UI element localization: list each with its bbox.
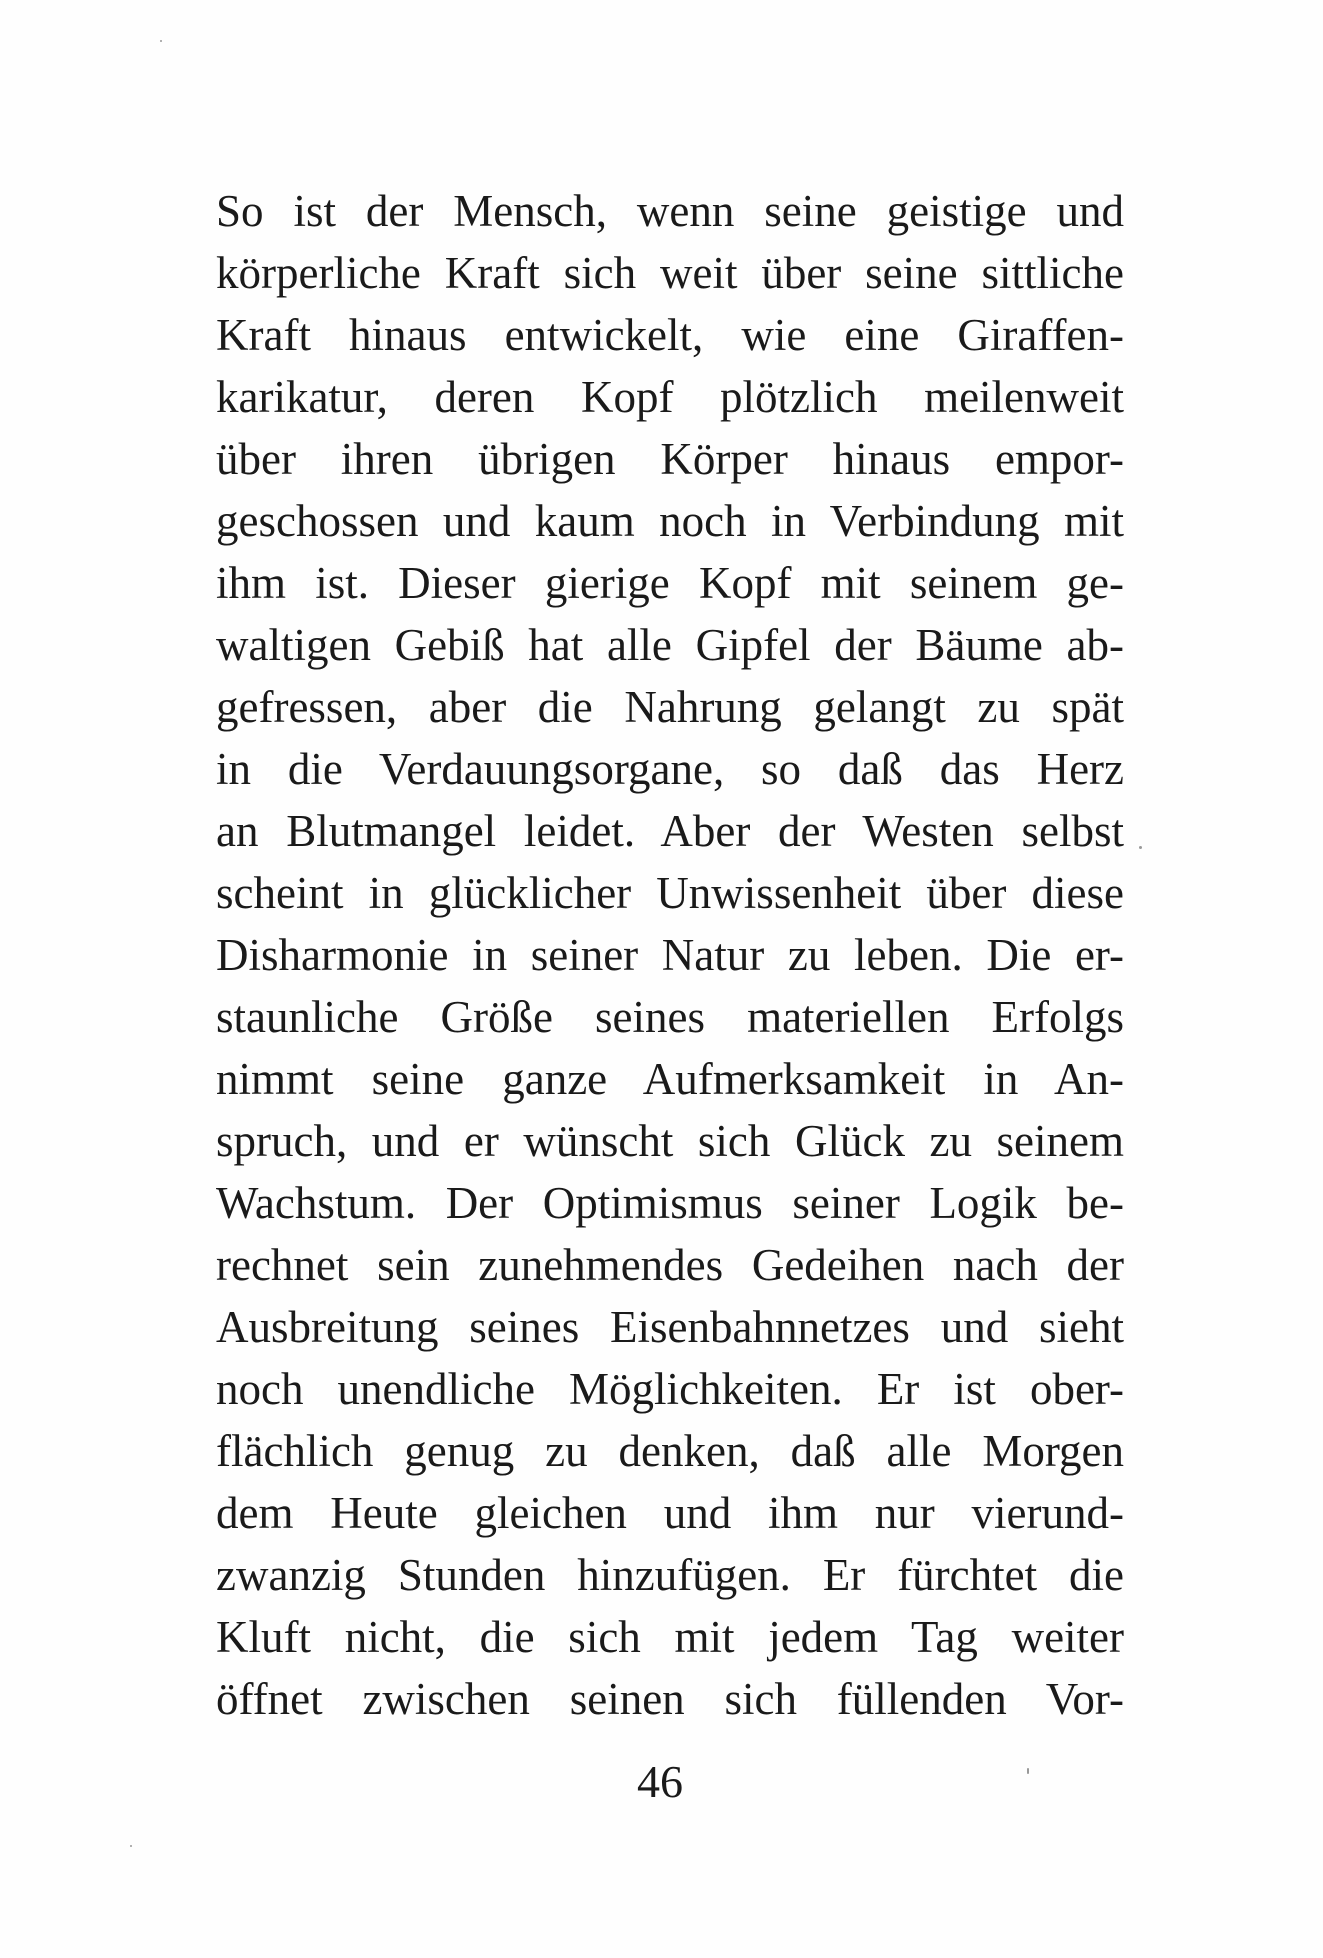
text-line: öffnet zwischen seinen sich füllenden Vor-	[216, 1674, 1124, 1724]
text-line: über ihren übrigen Körper hinaus empor-	[216, 434, 1124, 484]
text-line: Ausbreitung seines Eisenbahnnetzes und sieht	[216, 1302, 1124, 1352]
text-line: nimmt seine ganze Aufmerksamkeit in An-	[216, 1054, 1124, 1104]
text-line: ihm ist. Dieser gierige Kopf mit seinem ge-	[216, 558, 1124, 608]
text-line: geschossen und kaum noch in Verbindung mit	[216, 496, 1124, 546]
text-line: flächlich genug zu denken, daß alle Morgen	[216, 1426, 1124, 1476]
body-text	[216, 180, 1124, 1730]
scan-speck	[160, 40, 162, 42]
text-line: spruch, und er wünscht sich Glück zu seinem	[216, 1116, 1124, 1166]
text-line: scheint in glücklicher Unwissenheit über diese	[216, 868, 1124, 918]
text-line: rechnet sein zunehmendes Gedeihen nach der	[216, 1240, 1124, 1290]
scan-speck	[1139, 846, 1142, 849]
text-line: Wachstum. Der Optimismus seiner Logik be-	[216, 1178, 1124, 1228]
text-line: gefressen, aber die Nahrung gelangt zu spät	[216, 682, 1124, 732]
scan-speck	[130, 1845, 132, 1847]
page-number: 46	[637, 1756, 683, 1807]
text-line: Kluft nicht, die sich mit jedem Tag weiter	[216, 1612, 1124, 1662]
text-line: noch unendliche Möglichkeiten. Er ist ober-	[216, 1364, 1124, 1414]
text-line: körperliche Kraft sich weit über seine sittliche	[216, 248, 1124, 298]
text-line: Disharmonie in seiner Natur zu leben. Die er-	[216, 930, 1124, 980]
text-line: zwanzig Stunden hinzufügen. Er fürchtet die	[216, 1550, 1124, 1600]
text-line: So ist der Mensch, wenn seine geistige und	[216, 186, 1124, 236]
text-line: staunliche Größe seines materiellen Erfolgs	[216, 992, 1124, 1042]
scan-speck	[1027, 1768, 1029, 1774]
text-line: karikatur, deren Kopf plötzlich meilenweit	[216, 372, 1124, 422]
text-line: Kraft hinaus entwickelt, wie eine Giraffen-	[216, 310, 1124, 360]
text-line: waltigen Gebiß hat alle Gipfel der Bäume ab-	[216, 620, 1124, 670]
text-line: dem Heute gleichen und ihm nur vierund-	[216, 1488, 1124, 1538]
text-line: in die Verdauungsorgane, so daß das Herz	[216, 744, 1124, 794]
text-line: an Blutmangel leidet. Aber der Westen selbst	[216, 806, 1124, 856]
